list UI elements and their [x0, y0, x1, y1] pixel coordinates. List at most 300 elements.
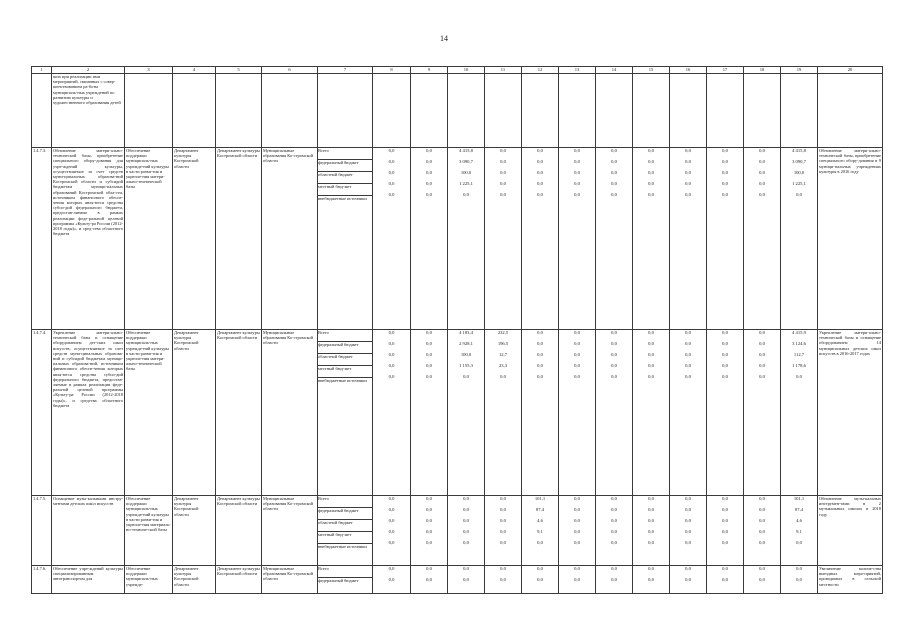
- amount-subtable: [744, 496, 780, 551]
- amount-row: [559, 529, 595, 540]
- amount-row: [670, 148, 706, 159]
- empty-cell: [522, 74, 559, 148]
- header-cell: 5: [216, 67, 262, 74]
- amount-value: 0,0: [500, 181, 506, 186]
- amount-row: [596, 507, 632, 518]
- empty-cell: [125, 74, 173, 148]
- amount-value: 0,0: [648, 181, 654, 186]
- amount-row: [448, 540, 484, 551]
- amount-row: [707, 170, 743, 181]
- amount-cell: [559, 566, 596, 594]
- amount-row: [633, 363, 669, 374]
- amount-row: [707, 566, 743, 577]
- amount-row: [411, 507, 447, 518]
- source-row: [318, 378, 372, 390]
- amount-row: [559, 330, 595, 341]
- amount-cell: [781, 330, 818, 496]
- amount-row: [633, 170, 669, 181]
- amount-value: 3 090,7: [459, 159, 473, 164]
- amount-row: [633, 577, 669, 588]
- amount-row: [448, 159, 484, 170]
- amount-value: 0,0: [722, 507, 728, 512]
- amount-value: 0,0: [537, 192, 543, 197]
- amount-value: 0,0: [388, 170, 395, 175]
- header-cell: 11: [485, 67, 522, 74]
- measure-goal: Обеспечение поддержки муниципаль-ных учрежде-: [125, 566, 173, 594]
- funding-sources: [318, 496, 373, 566]
- amount-row: [707, 341, 743, 352]
- amount-row: [448, 352, 484, 363]
- amount-value: 0,0: [574, 363, 580, 368]
- amount-row: [559, 363, 595, 374]
- amount-value: 0,0: [611, 363, 617, 368]
- amount-row: [744, 192, 780, 324]
- amount-row: [373, 148, 410, 159]
- amount-value: 1 225,1: [459, 181, 473, 186]
- amount-cell: [522, 148, 559, 330]
- header-cell: 12: [522, 67, 559, 74]
- amount-row: [744, 374, 780, 490]
- amount-value: 0,0: [463, 566, 469, 571]
- amount-subtable: [559, 148, 595, 324]
- amount-cell: [485, 148, 522, 330]
- amount-value: 0,0: [388, 330, 395, 335]
- amount-value: 0,0: [722, 148, 728, 153]
- source-label: внебюджетные источники: [318, 196, 367, 201]
- amount-subtable: [411, 330, 447, 490]
- amount-subtable: [522, 566, 558, 588]
- amount-value: 4,6: [796, 518, 802, 523]
- amount-row: [596, 159, 632, 170]
- amount-row: [448, 181, 484, 192]
- amount-value: 0,0: [759, 170, 765, 175]
- amount-row: [373, 540, 410, 551]
- amount-row: [781, 352, 817, 363]
- amount-subtable: [707, 148, 743, 324]
- header-cell: 4: [173, 67, 216, 74]
- table-row: [32, 148, 883, 330]
- amount-subtable: [411, 566, 447, 588]
- amount-value: 0,0: [463, 529, 469, 534]
- continued-row: [32, 74, 883, 148]
- amount-row: [670, 341, 706, 352]
- header-cell: 10: [448, 67, 485, 74]
- amount-row: [670, 181, 706, 192]
- amount-subtable: [448, 566, 484, 588]
- amount-value: 0,0: [388, 352, 395, 357]
- amount-value: 0,0: [648, 374, 654, 379]
- row-id: 1.4.7.5.: [32, 496, 52, 566]
- amount-value: 0,0: [500, 507, 506, 512]
- amount-cell: [744, 496, 781, 566]
- amount-row: [633, 566, 669, 577]
- amount-row: [596, 374, 632, 490]
- amount-row: [522, 192, 558, 324]
- amount-subtable: [707, 330, 743, 490]
- amount-value: 0,0: [574, 374, 580, 379]
- amount-cell: [411, 148, 448, 330]
- amount-value: 0,0: [759, 374, 765, 379]
- amount-subtable: [596, 148, 632, 324]
- amount-row: [522, 566, 558, 577]
- amount-cell: [670, 330, 707, 496]
- amount-row: [781, 159, 817, 170]
- amount-row: [559, 566, 595, 577]
- amount-value: 0,0: [759, 341, 765, 346]
- amount-value: 0,0: [500, 374, 506, 379]
- amount-value: 0,0: [722, 566, 728, 571]
- source-label: внебюджетные источники: [318, 544, 367, 549]
- amount-cell: [485, 566, 522, 594]
- funding-sources: [318, 566, 373, 594]
- amount-cell: [411, 566, 448, 594]
- amount-value: 0,0: [574, 170, 580, 175]
- expected-result: Обновление музы-кальных инструмен-тами в 2 музыкальных школах в 2018 году: [818, 496, 883, 566]
- amount-value: 0,0: [611, 374, 617, 379]
- amount-value: 3 124,6: [792, 341, 806, 346]
- amount-row: [781, 363, 817, 374]
- amount-value: 0,0: [574, 496, 580, 501]
- source-label: внебюджетные источники: [318, 378, 367, 383]
- amount-row: [373, 330, 410, 341]
- amount-row: [596, 192, 632, 324]
- amount-row: [744, 330, 780, 341]
- amount-row: [559, 181, 595, 192]
- amount-value: 0,0: [574, 507, 580, 512]
- amount-row: [744, 363, 780, 374]
- amount-value: 4 415,8: [792, 148, 806, 153]
- amount-value: 0,0: [500, 540, 506, 545]
- amount-row: [781, 341, 817, 352]
- amount-cell: [559, 148, 596, 330]
- amount-row: [373, 374, 410, 490]
- header-cell: 15: [633, 67, 670, 74]
- source-label: Всего: [318, 330, 372, 342]
- source-row: [318, 366, 372, 378]
- amount-row: [670, 566, 706, 577]
- amount-row: [559, 341, 595, 352]
- amount-value: 0,0: [796, 577, 802, 582]
- amount-row: [373, 363, 410, 374]
- amount-value: 0,0: [648, 507, 654, 512]
- amount-row: [373, 170, 410, 181]
- amount-value: 0,0: [537, 159, 543, 164]
- source-row: [318, 508, 372, 520]
- empty-cell: [670, 74, 707, 148]
- amount-row: [485, 540, 521, 551]
- amount-cell: [781, 148, 818, 330]
- amount-row: [596, 148, 632, 159]
- amount-row: [633, 352, 669, 363]
- amount-row: [744, 540, 780, 551]
- amount-value: 0,0: [759, 496, 765, 501]
- amount-value: 0,0: [500, 159, 506, 164]
- amount-row: [596, 330, 632, 341]
- amount-value: 0,0: [648, 170, 654, 175]
- measure-name: Укрепление матери-ально-технической базы и оснащение оборудованием дет-ских школ искусств, осуществляемое за счет средств муни-ципальных образова-ний и субсидий бюджетам муници-пальных образова-ний, источником финансового обеспе-чения которых явля-ются средства субси-дий федерального бюджета, предостав-ляемые в рамках реализации феде-ральной целевой программы «Культу-ра России (2012-2018 годы)», и средства областного бюджета: [52, 330, 125, 496]
- amount-value: 0,0: [759, 192, 765, 197]
- amount-value: 0,0: [759, 148, 765, 153]
- amount-value: 0,0: [426, 341, 432, 346]
- amount-value: 1 178,6: [792, 363, 806, 368]
- amount-row: [522, 159, 558, 170]
- amount-value: 0,0: [388, 529, 395, 534]
- amount-value: 0,0: [500, 518, 506, 523]
- amount-row: [448, 374, 484, 490]
- amount-value: 0,0: [388, 577, 395, 582]
- amount-cell: [596, 566, 633, 594]
- amount-row: [411, 540, 447, 551]
- source-label: местный бюд-жет: [318, 532, 372, 544]
- header-cell: 19: [781, 67, 818, 74]
- amount-row: [781, 577, 817, 588]
- amount-subtable: [411, 148, 447, 324]
- co-executor: Департамент культуры Костромской области: [216, 148, 262, 330]
- amount-cell: [781, 496, 818, 566]
- amount-value: 12,7: [498, 352, 508, 357]
- amount-value: 0,0: [574, 352, 580, 357]
- amount-row: [781, 181, 817, 192]
- amount-cell: [522, 330, 559, 496]
- amount-row: [448, 529, 484, 540]
- amount-cell: [559, 330, 596, 496]
- source-label: областной бюджет: [318, 520, 372, 532]
- amount-value: 0,0: [611, 577, 617, 582]
- amount-subtable: [670, 330, 706, 490]
- amount-cell: [448, 496, 485, 566]
- amount-value: 0,0: [722, 374, 728, 379]
- amount-subtable: [596, 330, 632, 490]
- amount-subtable: [485, 566, 521, 588]
- amount-value: 9,1: [796, 529, 802, 534]
- amount-row: [670, 352, 706, 363]
- header-cell: 18: [744, 67, 781, 74]
- amount-row: [522, 540, 558, 551]
- amount-value: 0,0: [574, 577, 580, 582]
- amount-value: 0,0: [648, 148, 654, 153]
- amount-row: [670, 363, 706, 374]
- amount-cell: [485, 330, 522, 496]
- amount-row: [744, 496, 780, 507]
- amount-value: 0,0: [426, 566, 432, 571]
- amount-value: 0,0: [388, 566, 395, 571]
- amount-row: [485, 496, 521, 507]
- amount-value: 0,0: [648, 529, 654, 534]
- amount-row: [411, 330, 447, 341]
- amount-value: 0,0: [685, 181, 691, 186]
- amount-value: 4 183,4: [459, 330, 473, 335]
- funding-sources: [318, 148, 373, 330]
- amount-row: [559, 148, 595, 159]
- amount-row: [559, 577, 595, 588]
- amount-value: 0,0: [611, 170, 617, 175]
- amount-row: [373, 529, 410, 540]
- amount-row: [559, 352, 595, 363]
- amount-value: 0,0: [611, 341, 617, 346]
- amount-row: [373, 496, 410, 507]
- amount-subtable: [744, 330, 780, 490]
- amount-value: 0,0: [388, 341, 395, 346]
- amount-value: 232,5: [497, 330, 509, 335]
- amount-value: 0,0: [722, 518, 728, 523]
- amount-row: [522, 496, 558, 507]
- amount-row: [670, 170, 706, 181]
- amount-value: 0,0: [388, 518, 395, 523]
- amount-subtable: [633, 496, 669, 551]
- amount-value: 0,0: [685, 496, 691, 501]
- amount-row: [707, 352, 743, 363]
- amount-subtable: [373, 330, 410, 490]
- amount-cell: [411, 496, 448, 566]
- amount-cell: [522, 496, 559, 566]
- amount-row: [448, 363, 484, 374]
- amount-value: 112,7: [793, 352, 805, 357]
- amount-cell: [670, 496, 707, 566]
- amount-row: [485, 518, 521, 529]
- amount-row: [707, 374, 743, 490]
- participants: Муниципальные образования Ко-стромской области: [262, 330, 318, 496]
- amount-subtable: [596, 566, 632, 588]
- amount-value: 0,0: [574, 518, 580, 523]
- source-label: федеральный бюджет: [318, 578, 359, 583]
- amount-row: [373, 507, 410, 518]
- empty-cell: [32, 74, 52, 148]
- amount-row: [670, 330, 706, 341]
- empty-cell: [448, 74, 485, 148]
- amount-row: [781, 374, 817, 490]
- amount-row: [596, 496, 632, 507]
- amount-value: 0,0: [722, 341, 728, 346]
- amount-value: 0,0: [796, 540, 802, 545]
- amount-value: 100,0: [460, 170, 472, 175]
- amount-row: [373, 159, 410, 170]
- amount-value: 0,0: [611, 330, 617, 335]
- amount-subtable: [559, 566, 595, 588]
- amount-cell: [448, 566, 485, 594]
- amount-row: [522, 577, 558, 588]
- amount-value: 0,0: [388, 148, 395, 153]
- amount-value: 0,0: [574, 529, 580, 534]
- amount-value: 0,0: [574, 330, 580, 335]
- amount-value: 0,0: [722, 159, 728, 164]
- source-row: [318, 330, 372, 342]
- amount-row: [781, 496, 817, 507]
- empty-cell: [596, 74, 633, 148]
- amount-value: 0,0: [537, 170, 543, 175]
- amount-row: [411, 170, 447, 181]
- amount-subtable: [373, 496, 410, 551]
- amount-row: [485, 352, 521, 363]
- row-id: 1.4.7.4.: [32, 330, 52, 496]
- amount-value: 0,0: [537, 352, 543, 357]
- amount-value: 0,0: [463, 496, 469, 501]
- amount-value: 0,0: [426, 363, 432, 368]
- amount-value: 0,0: [685, 148, 691, 153]
- amount-row: [744, 181, 780, 192]
- amount-cell: [707, 496, 744, 566]
- amount-row: [670, 496, 706, 507]
- header-cell: 14: [596, 67, 633, 74]
- amount-value: 0,0: [611, 159, 617, 164]
- source-row: [318, 566, 372, 578]
- amount-subtable: [485, 496, 521, 551]
- measure-goal: Обеспечение поддержки муниципаль-ных учрежде-ний культуры в части разви-тия и укрепле-ния матери-ально-технической базы: [125, 148, 173, 330]
- amount-row: [448, 341, 484, 352]
- amount-cell: [633, 148, 670, 330]
- amount-value: 0,0: [500, 170, 506, 175]
- amount-row: [781, 540, 817, 551]
- amount-row: [411, 181, 447, 192]
- empty-cell: [818, 74, 883, 148]
- amount-value: 0,0: [685, 330, 691, 335]
- amount-row: [670, 577, 706, 588]
- source-label: федеральный бюджет: [318, 160, 372, 172]
- amount-row: [411, 363, 447, 374]
- amount-value: 0,0: [611, 192, 617, 197]
- amount-value: 0,0: [685, 352, 691, 357]
- amount-row: [596, 529, 632, 540]
- amount-row: [707, 496, 743, 507]
- amount-subtable: [670, 496, 706, 551]
- amount-row: [448, 566, 484, 577]
- amount-subtable: [781, 566, 817, 588]
- amount-value: 0,0: [796, 566, 802, 571]
- amount-row: [707, 148, 743, 159]
- amount-subtable: [522, 148, 558, 324]
- amount-subtable: [559, 496, 595, 551]
- amount-value: 0,0: [685, 341, 691, 346]
- responsible-executor: Департамент культуры Костромской области: [173, 330, 216, 496]
- amount-value: 0,0: [759, 540, 765, 545]
- amount-value: 0,0: [500, 148, 506, 153]
- amount-row: [596, 181, 632, 192]
- amount-value: 0,0: [759, 566, 765, 571]
- page-number: 14: [440, 34, 448, 43]
- amount-row: [411, 352, 447, 363]
- amount-row: [744, 566, 780, 577]
- amount-value: 0,0: [426, 181, 432, 186]
- amount-value: 0,0: [759, 363, 765, 368]
- amount-subtable: [781, 496, 817, 551]
- empty-cell: [559, 74, 596, 148]
- amount-value: 0,0: [759, 577, 765, 582]
- amount-row: [633, 341, 669, 352]
- amount-value: 0,0: [574, 192, 580, 197]
- amount-row: [781, 529, 817, 540]
- amount-subtable: [781, 148, 817, 324]
- source-label: местный бюд-жет: [318, 366, 372, 378]
- amount-row: [707, 192, 743, 324]
- amount-row: [596, 566, 632, 577]
- amount-row: [781, 170, 817, 181]
- amount-subtable: [633, 330, 669, 490]
- amount-subtable: [781, 330, 817, 490]
- amount-row: [744, 170, 780, 181]
- table-row: [32, 496, 883, 566]
- amount-subtable: [411, 496, 447, 551]
- amount-value: 100,0: [460, 352, 472, 357]
- header-cell: 9: [411, 67, 448, 74]
- amount-value: 0,0: [685, 170, 691, 175]
- amount-value: 0,0: [388, 374, 395, 379]
- funding-sources: [318, 330, 373, 496]
- amount-value: 0,0: [759, 529, 765, 534]
- source-row: [318, 532, 372, 544]
- amount-value: 0,0: [463, 540, 469, 545]
- amount-cell: [633, 330, 670, 496]
- amount-value: 0,0: [611, 496, 617, 501]
- header-cell: 13: [559, 67, 596, 74]
